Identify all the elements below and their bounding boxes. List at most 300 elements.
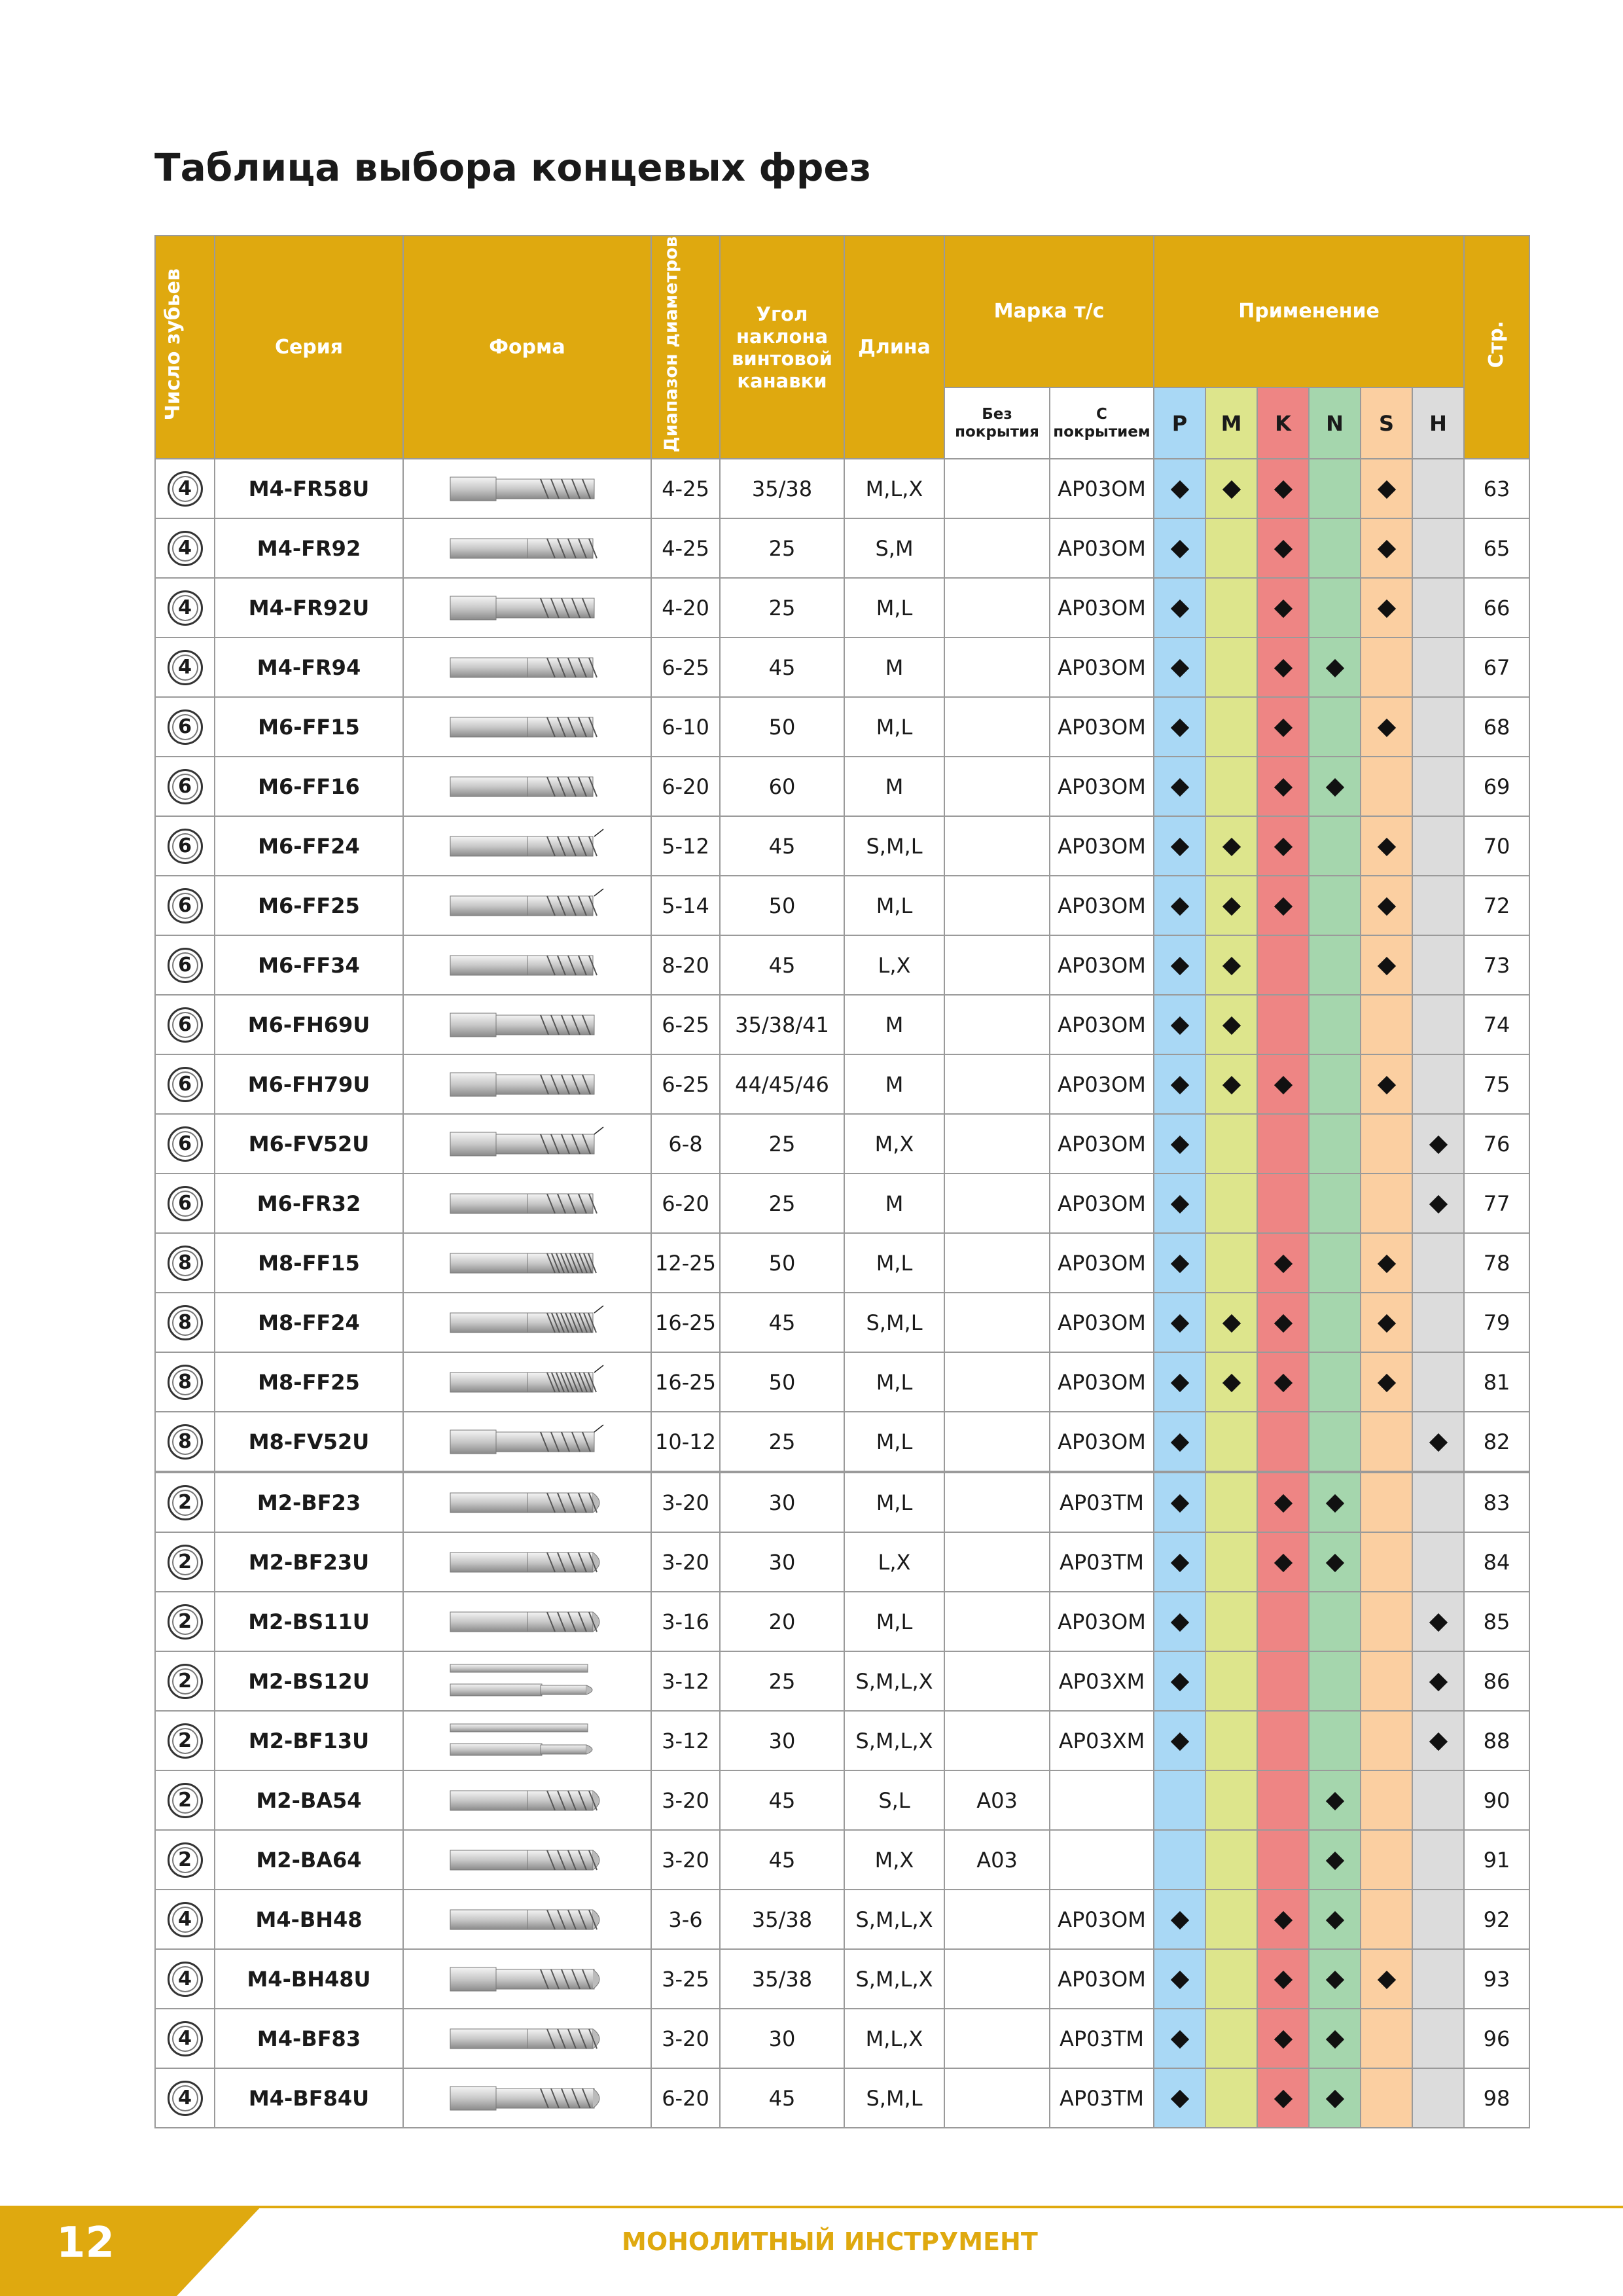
teeth-count-icon: 4 — [168, 650, 203, 685]
application-m-cell — [1205, 1233, 1257, 1293]
application-p-cell — [1154, 1233, 1205, 1293]
teeth-count-cell — [155, 1054, 215, 1114]
angle-cell: 44/45/46 — [720, 1054, 844, 1114]
diamond-icon — [1429, 1136, 1447, 1154]
page-number: 12 — [56, 2219, 115, 2267]
diamond-icon — [1274, 600, 1292, 618]
coated-grade-cell — [1050, 1830, 1154, 1890]
end-mill-icon — [404, 1302, 651, 1344]
application-s-cell — [1361, 518, 1412, 578]
diamond-icon — [1325, 1494, 1344, 1512]
application-s-cell — [1361, 935, 1412, 995]
series-cell: M4-FR94 — [215, 637, 403, 697]
angle-cell: 45 — [720, 1293, 844, 1352]
application-m-cell — [1205, 1114, 1257, 1174]
length-cell: L,X — [844, 935, 944, 995]
diamond-icon — [1377, 600, 1395, 618]
teeth-count-icon: 8 — [168, 1365, 203, 1400]
diamond-icon — [1377, 897, 1395, 916]
section-title: МОНОЛИТНЫЙ ИНСТРУМЕНТ — [622, 2227, 1038, 2256]
diamond-icon — [1429, 1195, 1447, 1213]
end-mill-icon — [404, 706, 651, 748]
application-n-cell — [1309, 1830, 1361, 1890]
diamond-icon — [1274, 480, 1292, 499]
diamond-icon — [1377, 480, 1395, 499]
page-ref-cell: 81 — [1464, 1352, 1529, 1412]
teeth-count-icon: 2 — [168, 1842, 203, 1878]
application-n-cell — [1309, 1293, 1361, 1352]
length-cell: M,L — [844, 697, 944, 757]
end-mill-icon — [404, 1720, 651, 1762]
application-k-cell — [1257, 816, 1309, 876]
application-p-cell — [1154, 1174, 1205, 1233]
coated-grade-cell: AP03TM — [1050, 1532, 1154, 1592]
uncoated-grade-cell — [944, 1711, 1050, 1770]
series-cell: M2-BS11U — [215, 1592, 403, 1651]
diamond-icon — [1170, 897, 1188, 916]
application-p-cell — [1154, 1532, 1205, 1592]
application-p-cell — [1154, 1412, 1205, 1471]
application-k-cell — [1257, 1651, 1309, 1711]
diameter-cell: 4-25 — [651, 518, 720, 578]
tool-shape-cell — [403, 1473, 651, 1532]
application-p-cell — [1154, 518, 1205, 578]
application-n-cell — [1309, 1949, 1361, 2009]
header-length: Длина — [844, 236, 944, 459]
page-ref-cell: 82 — [1464, 1412, 1529, 1471]
teeth-count-cell — [155, 1949, 215, 2009]
diamond-icon — [1325, 2030, 1344, 2048]
coated-grade-cell: AP03OM — [1050, 1114, 1154, 1174]
application-n-cell — [1309, 1412, 1361, 1471]
diamond-icon — [1274, 1374, 1292, 1392]
series-cell: M4-BF83 — [215, 2009, 403, 2068]
teeth-count-icon: 2 — [168, 1485, 203, 1520]
application-p-cell — [1154, 1592, 1205, 1651]
uncoated-grade-cell — [944, 1473, 1050, 1532]
diameter-cell: 6-20 — [651, 2068, 720, 2128]
application-p-cell — [1154, 1114, 1205, 1174]
application-k-cell — [1257, 518, 1309, 578]
diamond-icon — [1222, 1076, 1240, 1094]
diamond-icon — [1170, 1136, 1188, 1154]
diameter-cell: 6-25 — [651, 995, 720, 1054]
table-row — [155, 1949, 1529, 2009]
header-application: Применение — [1154, 236, 1464, 387]
application-p-cell — [1154, 757, 1205, 816]
teeth-count-cell — [155, 1412, 215, 1471]
application-k-cell — [1257, 697, 1309, 757]
table-row — [155, 2009, 1529, 2068]
application-h-cell — [1412, 1412, 1464, 1471]
application-h-cell — [1412, 1830, 1464, 1890]
application-n-cell — [1309, 1174, 1361, 1233]
diamond-icon — [1377, 540, 1395, 558]
coated-grade-cell: AP03TM — [1050, 2009, 1154, 2068]
application-m-cell — [1205, 995, 1257, 1054]
page-ref-cell: 69 — [1464, 757, 1529, 816]
diamond-icon — [1429, 1732, 1447, 1750]
application-s-cell — [1361, 995, 1412, 1054]
page-ref-cell: 86 — [1464, 1651, 1529, 1711]
application-h-cell — [1412, 578, 1464, 637]
teeth-count-icon: 6 — [168, 948, 203, 983]
length-cell: M,L — [844, 1592, 944, 1651]
angle-cell: 30 — [720, 1711, 844, 1770]
series-cell: M4-FR58U — [215, 459, 403, 518]
angle-cell: 30 — [720, 1532, 844, 1592]
coated-grade-cell: AP03OM — [1050, 1352, 1154, 1412]
page-ref-cell: 93 — [1464, 1949, 1529, 2009]
coated-grade-cell: AP03OM — [1050, 1233, 1154, 1293]
series-cell: M6-FH79U — [215, 1054, 403, 1114]
series-cell: M6-FF34 — [215, 935, 403, 995]
page-ref-cell: 77 — [1464, 1174, 1529, 1233]
diamond-icon — [1222, 838, 1240, 856]
diameter-cell: 3-20 — [651, 2009, 720, 2068]
diamond-icon — [1222, 897, 1240, 916]
angle-cell: 35/38 — [720, 1949, 844, 2009]
coated-grade-cell: AP03OM — [1050, 1174, 1154, 1233]
application-m-cell — [1205, 578, 1257, 637]
application-n-cell — [1309, 995, 1361, 1054]
diamond-icon — [1274, 659, 1292, 677]
header-helix-angle: Угол наклона винтовой канавки — [720, 236, 844, 459]
series-cell: M6-FF15 — [215, 697, 403, 757]
angle-cell: 45 — [720, 1770, 844, 1830]
application-h-cell — [1412, 1233, 1464, 1293]
application-n-cell — [1309, 1592, 1361, 1651]
tool-shape-cell — [403, 518, 651, 578]
application-p-cell — [1154, 1711, 1205, 1770]
application-h-cell — [1412, 995, 1464, 1054]
end-mill-icon — [404, 1123, 651, 1165]
end-mill-icon — [404, 587, 651, 629]
length-cell: S,M,L,X — [844, 1711, 944, 1770]
diamond-icon — [1325, 1970, 1344, 1988]
material-m: M — [1205, 387, 1257, 459]
angle-cell: 45 — [720, 935, 844, 995]
uncoated-grade-cell — [944, 2009, 1050, 2068]
diamond-icon — [1274, 2030, 1292, 2048]
teeth-count-cell — [155, 1114, 215, 1174]
application-s-cell — [1361, 637, 1412, 697]
length-cell: S,L — [844, 1770, 944, 1830]
application-s-cell — [1361, 757, 1412, 816]
diameter-cell: 3-20 — [651, 1473, 720, 1532]
teeth-count-cell — [155, 995, 215, 1054]
length-cell: S,M,L — [844, 816, 944, 876]
end-mill-icon — [404, 1242, 651, 1284]
page-ref-cell: 85 — [1464, 1592, 1529, 1651]
coated-grade-cell: AP03OM — [1050, 459, 1154, 518]
teeth-count-icon: 8 — [168, 1305, 203, 1340]
coated-grade-cell: AP03OM — [1050, 1890, 1154, 1949]
application-p-cell — [1154, 1890, 1205, 1949]
application-m-cell — [1205, 1890, 1257, 1949]
application-h-cell — [1412, 2068, 1464, 2128]
diamond-icon — [1170, 600, 1188, 618]
teeth-count-icon: 6 — [168, 888, 203, 924]
application-k-cell — [1257, 1352, 1309, 1412]
application-k-cell — [1257, 876, 1309, 935]
series-cell: M2-BF13U — [215, 1711, 403, 1770]
application-m-cell — [1205, 459, 1257, 518]
length-cell: M,L — [844, 578, 944, 637]
teeth-count-icon: 6 — [168, 709, 203, 745]
diamond-icon — [1170, 1016, 1188, 1035]
tool-shape-cell — [403, 697, 651, 757]
teeth-count-icon: 6 — [168, 1186, 203, 1221]
tool-shape-cell — [403, 2068, 651, 2128]
table-row — [155, 518, 1529, 578]
application-m-cell — [1205, 935, 1257, 995]
application-k-cell — [1257, 1412, 1309, 1471]
application-m-cell — [1205, 637, 1257, 697]
diamond-icon — [1222, 480, 1240, 499]
table-row — [155, 1174, 1529, 1233]
diamond-icon — [1274, 897, 1292, 916]
uncoated-grade-cell — [944, 2068, 1050, 2128]
application-k-cell — [1257, 1054, 1309, 1114]
application-k-cell — [1257, 995, 1309, 1054]
application-p-cell — [1154, 816, 1205, 876]
application-s-cell — [1361, 1592, 1412, 1651]
diamond-icon — [1325, 659, 1344, 677]
teeth-count-cell — [155, 757, 215, 816]
end-mill-icon — [404, 1601, 651, 1643]
tool-shape-cell — [403, 876, 651, 935]
page-ref-cell: 90 — [1464, 1770, 1529, 1830]
application-p-cell — [1154, 1054, 1205, 1114]
diamond-icon — [1170, 1672, 1188, 1691]
tool-shape-cell — [403, 1651, 651, 1711]
diamond-icon — [1170, 2089, 1188, 2108]
tool-shape-cell — [403, 459, 651, 518]
application-p-cell — [1154, 2009, 1205, 2068]
diamond-icon — [1377, 838, 1395, 856]
application-n-cell — [1309, 1711, 1361, 1770]
application-m-cell — [1205, 757, 1257, 816]
diamond-icon — [1170, 1255, 1188, 1273]
table-row — [155, 1592, 1529, 1651]
diamond-icon — [1222, 1374, 1240, 1392]
coated-grade-cell: AP03TM — [1050, 2068, 1154, 2128]
application-m-cell — [1205, 1770, 1257, 1830]
length-cell: M,L — [844, 1412, 944, 1471]
application-h-cell — [1412, 1651, 1464, 1711]
diamond-icon — [1325, 1791, 1344, 1810]
diamond-icon — [1170, 1732, 1188, 1750]
table-row — [155, 1293, 1529, 1352]
series-cell: M2-BA54 — [215, 1770, 403, 1830]
tool-shape-cell — [403, 1711, 651, 1770]
diamond-icon — [1274, 1255, 1292, 1273]
diamond-icon — [1222, 1314, 1240, 1333]
header-page: Стр. — [1464, 236, 1529, 459]
teeth-count-icon: 6 — [168, 1126, 203, 1162]
application-p-cell — [1154, 2068, 1205, 2128]
diamond-icon — [1377, 957, 1395, 975]
end-mill-icon — [404, 944, 651, 986]
diameter-cell: 6-20 — [651, 757, 720, 816]
application-m-cell — [1205, 1592, 1257, 1651]
tool-shape-cell — [403, 578, 651, 637]
diamond-icon — [1274, 1076, 1292, 1094]
application-k-cell — [1257, 1711, 1309, 1770]
end-mill-icon — [404, 1541, 651, 1583]
application-m-cell — [1205, 1949, 1257, 2009]
series-cell: M8-FF15 — [215, 1233, 403, 1293]
diamond-icon — [1325, 2089, 1344, 2108]
application-n-cell — [1309, 1651, 1361, 1711]
page-title: Таблица выбора концевых фрез — [154, 145, 872, 190]
uncoated-grade-cell — [944, 1293, 1050, 1352]
header-grade: Марка т/с — [944, 236, 1154, 387]
angle-cell: 50 — [720, 876, 844, 935]
teeth-count-cell — [155, 1770, 215, 1830]
page-ref-cell: 92 — [1464, 1890, 1529, 1949]
application-p-cell — [1154, 1830, 1205, 1890]
teeth-count-icon: 2 — [168, 1723, 203, 1759]
tool-shape-cell — [403, 1293, 651, 1352]
teeth-count-icon: 6 — [168, 829, 203, 864]
material-s: S — [1361, 387, 1412, 459]
tool-shape-cell — [403, 1830, 651, 1890]
diameter-cell: 6-25 — [651, 637, 720, 697]
tool-shape-cell — [403, 1114, 651, 1174]
teeth-count-cell — [155, 697, 215, 757]
table-row — [155, 935, 1529, 995]
coated-grade-cell: AP03OM — [1050, 816, 1154, 876]
application-m-cell — [1205, 1830, 1257, 1890]
application-n-cell — [1309, 2068, 1361, 2128]
teeth-count-icon: 2 — [168, 1545, 203, 1580]
application-s-cell — [1361, 2009, 1412, 2068]
length-cell: M — [844, 995, 944, 1054]
end-mill-icon — [404, 1183, 651, 1225]
ball-mill-selection-table — [154, 1472, 1530, 2128]
diamond-icon — [1377, 1374, 1395, 1392]
application-s-cell — [1361, 2068, 1412, 2128]
teeth-count-cell — [155, 1532, 215, 1592]
length-cell: M,L — [844, 1473, 944, 1532]
tool-shape-cell — [403, 816, 651, 876]
application-h-cell — [1412, 876, 1464, 935]
length-cell: S,M,L,X — [844, 1651, 944, 1711]
application-h-cell — [1412, 935, 1464, 995]
application-k-cell — [1257, 459, 1309, 518]
application-s-cell — [1361, 876, 1412, 935]
length-cell: S,M,L — [844, 1293, 944, 1352]
material-h: H — [1412, 387, 1464, 459]
table-row — [155, 2068, 1529, 2128]
application-h-cell — [1412, 1114, 1464, 1174]
page-ref-cell: 96 — [1464, 2009, 1529, 2068]
table-row — [155, 757, 1529, 816]
diameter-cell: 5-12 — [651, 816, 720, 876]
application-p-cell — [1154, 935, 1205, 995]
application-s-cell — [1361, 1352, 1412, 1412]
application-h-cell — [1412, 459, 1464, 518]
diamond-icon — [1325, 1851, 1344, 1869]
series-cell: M8-FF25 — [215, 1352, 403, 1412]
application-h-cell — [1412, 1054, 1464, 1114]
diamond-icon — [1274, 1494, 1292, 1512]
application-p-cell — [1154, 1352, 1205, 1412]
angle-cell: 25 — [720, 518, 844, 578]
page-ref-cell: 70 — [1464, 816, 1529, 876]
application-n-cell — [1309, 1352, 1361, 1412]
application-k-cell — [1257, 1233, 1309, 1293]
application-m-cell — [1205, 1651, 1257, 1711]
series-cell: M4-FR92 — [215, 518, 403, 578]
teeth-count-icon: 2 — [168, 1664, 203, 1699]
page-ref-cell: 72 — [1464, 876, 1529, 935]
table-row — [155, 1890, 1529, 1949]
header-uncoated: Без покрытия — [944, 387, 1050, 459]
application-n-cell — [1309, 935, 1361, 995]
diameter-cell: 3-20 — [651, 1830, 720, 1890]
diameter-cell: 4-20 — [651, 578, 720, 637]
application-k-cell — [1257, 757, 1309, 816]
teeth-count-icon: 4 — [168, 2081, 203, 2116]
application-m-cell — [1205, 1352, 1257, 1412]
page-ref-cell: 65 — [1464, 518, 1529, 578]
uncoated-grade-cell — [944, 1592, 1050, 1651]
tool-shape-cell — [403, 995, 651, 1054]
application-p-cell — [1154, 1473, 1205, 1532]
end-mill-icon — [404, 1482, 651, 1524]
application-n-cell — [1309, 1532, 1361, 1592]
diamond-icon — [1377, 719, 1395, 737]
table-row — [155, 1473, 1529, 1532]
coated-grade-cell: AP03OM — [1050, 637, 1154, 697]
teeth-count-cell — [155, 935, 215, 995]
series-cell: M4-BH48 — [215, 1890, 403, 1949]
end-mill-icon — [404, 2077, 651, 2119]
page-ref-cell: 73 — [1464, 935, 1529, 995]
end-mill-icon — [404, 528, 651, 569]
diamond-icon — [1170, 778, 1188, 797]
angle-cell: 50 — [720, 1233, 844, 1293]
length-cell: M — [844, 757, 944, 816]
uncoated-grade-cell — [944, 1233, 1050, 1293]
application-h-cell — [1412, 1352, 1464, 1412]
application-p-cell — [1154, 1949, 1205, 2009]
teeth-count-cell — [155, 1592, 215, 1651]
teeth-count-icon: 4 — [168, 590, 203, 626]
angle-cell: 25 — [720, 1412, 844, 1471]
diameter-cell: 6-20 — [651, 1174, 720, 1233]
uncoated-grade-cell — [944, 995, 1050, 1054]
coated-grade-cell: AP03OM — [1050, 578, 1154, 637]
application-s-cell — [1361, 459, 1412, 518]
end-mill-icon — [404, 1899, 651, 1941]
angle-cell: 60 — [720, 757, 844, 816]
application-s-cell — [1361, 1830, 1412, 1890]
angle-cell: 35/38/41 — [720, 995, 844, 1054]
header-teeth: Число зубьев — [155, 236, 215, 459]
application-m-cell — [1205, 1711, 1257, 1770]
teeth-count-cell — [155, 1890, 215, 1949]
series-cell: M2-BS12U — [215, 1651, 403, 1711]
length-cell: S,M — [844, 518, 944, 578]
application-n-cell — [1309, 637, 1361, 697]
diamond-icon — [1274, 1314, 1292, 1333]
application-m-cell — [1205, 1174, 1257, 1233]
end-mill-icon — [404, 825, 651, 867]
